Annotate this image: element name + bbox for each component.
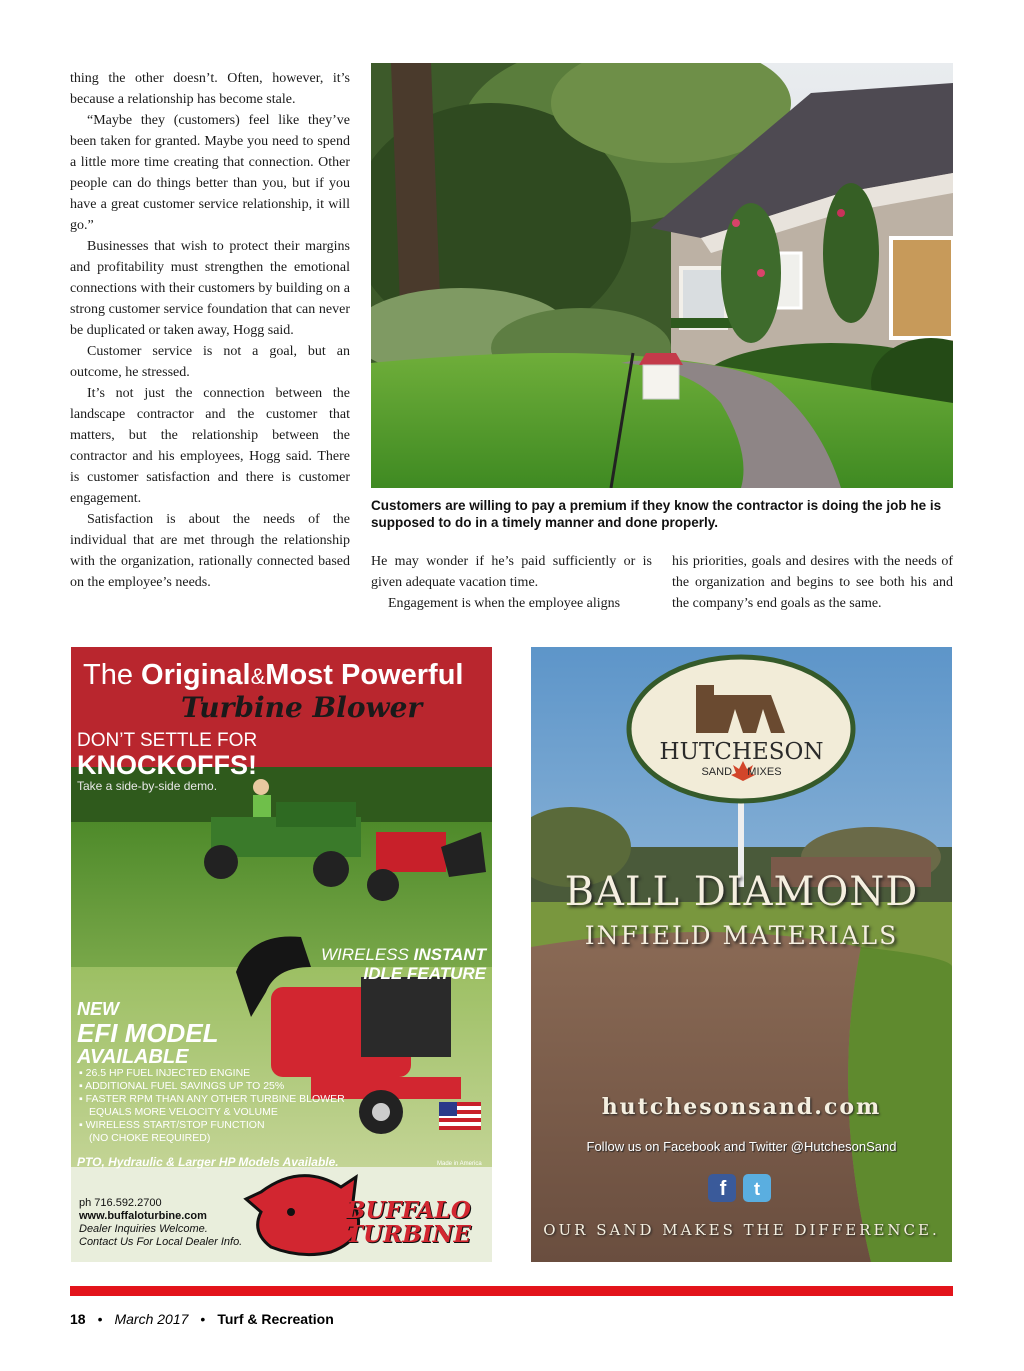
issue-date: March 2017 [114, 1311, 189, 1327]
ad-feature-list [79, 1067, 345, 1145]
buffalo-turbine-ad[interactable] [71, 647, 492, 1262]
page-footer [70, 1309, 334, 1329]
paragraph: Engagement is when the employee aligns [388, 596, 621, 611]
ad-web[interactable]: www.buffaloturbine.com [79, 1210, 207, 1222]
feature-item: ▪ WIRELESS START/STOP FUNCTION [79, 1119, 265, 1131]
ad-script-title: Turbine Blower [181, 691, 423, 724]
hutcheson-logo-sub: SAND MIXES [701, 766, 782, 778]
article-column-1 [70, 68, 350, 593]
facebook-icon[interactable]: f [719, 1178, 727, 1200]
twitter-icon[interactable]: t [754, 1179, 760, 1199]
ad-tagline: OUR SAND MAKES THE DIFFERENCE. [543, 1221, 940, 1239]
ad-headline: The Original&Most Powerful [83, 659, 464, 691]
feature-item: (NO CHOKE REQUIRED) [89, 1132, 211, 1144]
ad-follow: Follow us on Facebook and Twitter @HutchesonSand [586, 1139, 897, 1154]
hutcheson-logo-name: HUTCHESON [659, 739, 824, 765]
ad-efi-block: NEW EFI MODEL AVAILABLE [77, 999, 219, 1068]
buffalo-turbine-logo: BUFFALO TURBINE [346, 1197, 472, 1248]
article-column-3 [672, 551, 953, 614]
feature-item: ▪ FASTER RPM THAN ANY OTHER TURBINE BLOWER [79, 1093, 345, 1105]
ad-pto: PTO, Hydraulic & Larger HP Models Available. [77, 1155, 339, 1169]
paragraph: Customer service is not a goal, but an outcome, he stressed. [70, 344, 350, 380]
ad-dont-settle: DON’T SETTLE FOR [77, 730, 258, 751]
ad-phone: ph 716.592.2700 [79, 1197, 162, 1209]
photo-caption: Customers are willing to pay a premium if they know the contractor is doing the job he is supposed to do in a timely manner and done properly. [371, 498, 942, 530]
ad-contact: ph 716.592.2700 www.buffaloturbine.com Dealer Inquiries Welcome. Contact Us For Local Dealer Info. [79, 1197, 243, 1248]
footer-bullet: • [97, 1311, 103, 1327]
ad-made-in: Made in America [437, 1161, 482, 1167]
paragraph: It’s not just the connection between the landscape contractor and the customer that matters, but the relationship between the contractor and his employees, Hogg said. There is customer satisfaction and there is customer engagement. [70, 386, 350, 506]
feature-item: ▪ ADDITIONAL FUEL SAVINGS UP TO 25% [79, 1080, 285, 1092]
footer-rule [70, 1286, 953, 1296]
ad-title-infield: INFIELD MATERIALS [584, 921, 899, 950]
paragraph: Satisfaction is about the needs of the individual that are met through the relationship with the organization, rationally connected based on the employee’s needs. [70, 512, 350, 590]
paragraph: “Maybe they (customers) feel like they’ve been taken for granted. Maybe you need to spend a little more time creating that connection. Other people can do things better than you, but if you have a great customer service relationship, it will go.” [70, 113, 350, 233]
paragraph: He may wonder if he’s paid sufficiently or is given adequate vacation time. [371, 554, 652, 590]
paragraph: his priorities, goals and desires with the needs of the organization and begins to see both his and the company’s end goals as the same. [672, 554, 953, 611]
feature-item: ▪ 26.5 HP FUEL INJECTED ENGINE [79, 1067, 251, 1079]
magazine-name: Turf & Recreation [217, 1311, 334, 1327]
article-column-2 [371, 551, 652, 614]
ad-title-ball-diamond: BALL DIAMOND [564, 869, 919, 915]
ad-url[interactable]: hutchesonsand.com [601, 1094, 882, 1120]
footer-bullet: • [200, 1311, 206, 1327]
ad-demo: Take a side-by-side demo. [77, 779, 218, 793]
ad-knockoffs: KNOCKOFFS! [77, 750, 257, 780]
hutcheson-sand-ad[interactable] [531, 647, 952, 1262]
paragraph: Businesses that wish to protect their margins and profitability must strengthen the emotional connections with their customers by building on a strong customer service foundation that can never be duplicated or taken away, Hogg said. [70, 239, 350, 338]
page-number: 18 [70, 1311, 86, 1327]
ad-wireless: WIRELESS INSTANT IDLE FEATURE [321, 945, 486, 983]
paragraph: thing the other doesn’t. Often, however, it’s because a relationship has become stale. [70, 71, 350, 107]
feature-item: EQUALS MORE VELOCITY & VOLUME [89, 1106, 278, 1118]
garden-house-photo [371, 63, 953, 488]
